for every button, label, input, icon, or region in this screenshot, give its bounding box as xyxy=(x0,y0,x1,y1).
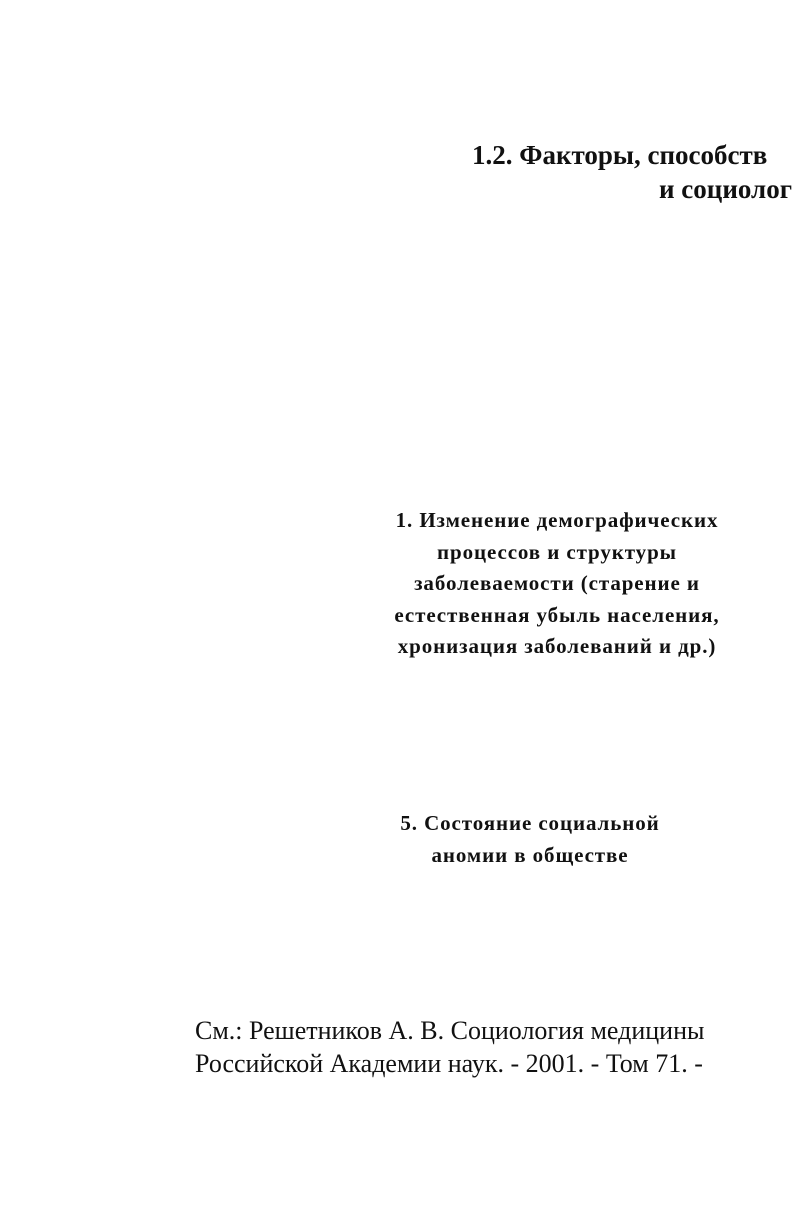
section-heading xyxy=(472,138,805,206)
factor-5-text xyxy=(350,808,710,871)
factor-1-line: заболеваемости (старение и xyxy=(414,571,700,595)
factor-1-line: процессов и структуры xyxy=(437,539,677,564)
factor-1-line: хронизация заболеваний и др.) xyxy=(397,634,717,658)
footnote-line: См.: Решетников А. В. Социология медицины xyxy=(195,1016,705,1045)
footnote-line: Российской Академии наук. - 2001. - Том 71. - xyxy=(195,1049,703,1078)
factor-1-line: 1. Изменение демографических xyxy=(395,508,719,532)
section-heading-line-1: 1.2. Факторы, способств xyxy=(472,140,768,170)
section-heading-line-2: и социолог xyxy=(659,174,792,204)
footnote xyxy=(195,1014,805,1080)
factor-5-line: 5. Состояние социальной xyxy=(400,811,660,835)
factor-1-line: естественная убыль населения, xyxy=(394,602,720,627)
factor-5-line: аномии в обществе xyxy=(431,842,629,867)
factor-1-text xyxy=(362,505,752,663)
